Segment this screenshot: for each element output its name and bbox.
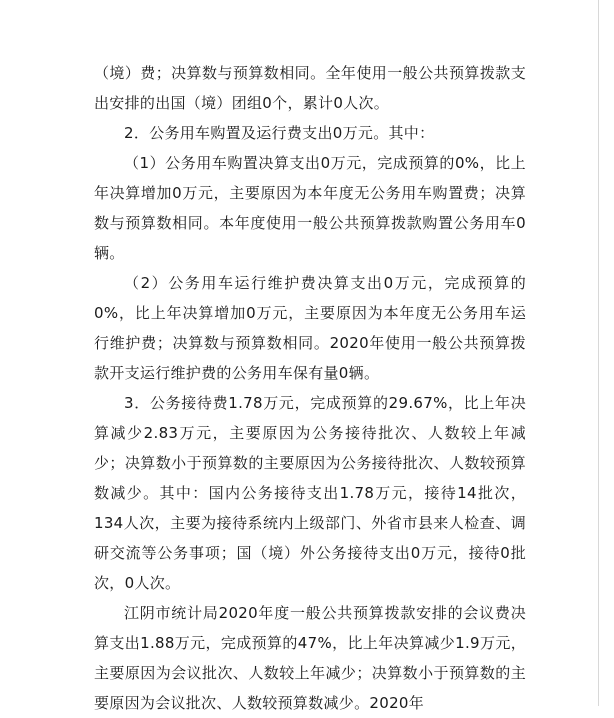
paragraph-5: 3．公务接待费1.78万元，完成预算的29.67%，比上年决算减少2.83万元，主要原因为公务接待批次、人数较上年减少；决算数小于预算数的主要原因为公务接待批次、人数较预算数减少。其中：国内公务接待支出1.78万元，接待14批次，134人次，主要为接待系统内上级部门、外省市县来人检查、调研交流等公务事项；国（境）外公务接待支出0万元，接待0批次，0人次。 — [94, 394, 526, 592]
paragraph-4: （2）公务用车运行维护费决算支出0万元，完成预算的0%，比上年决算增加0万元，主要原因为本年度无公务用车运行维护费；决算数与预算数相同。2020年使用一般公共预算拨款开支运行维护费的公务用车保有量0辆。 — [94, 274, 526, 382]
document-body — [94, 58, 526, 718]
paragraph-2: 2．公务用车购置及运行费支出0万元。其中： — [124, 124, 435, 142]
paragraph-1: （境）费；决算数与预算数相同。全年使用一般公共预算拨款支出安排的出国（境）团组0个，累计0人次。 — [94, 64, 526, 112]
paragraph-6: 江阴市统计局2020年度一般公共预算拨款安排的会议费决算支出1.88万元，完成预算的47%，比上年决算减少1.9万元，主要原因为会议批次、人数较上年减少；决算数小于预算数的主要原因为会议批次、人数较预算数减少。2020年 — [94, 604, 526, 712]
page-edge-divider — [598, 0, 599, 706]
paragraph-3: （1）公务用车购置决算支出0万元，完成预算的0%，比上年决算增加0万元，主要原因为本年度无公务用车购置费；决算数与预算数相同。本年度使用一般公共预算拨款购置公务用车0辆。 — [94, 154, 526, 262]
